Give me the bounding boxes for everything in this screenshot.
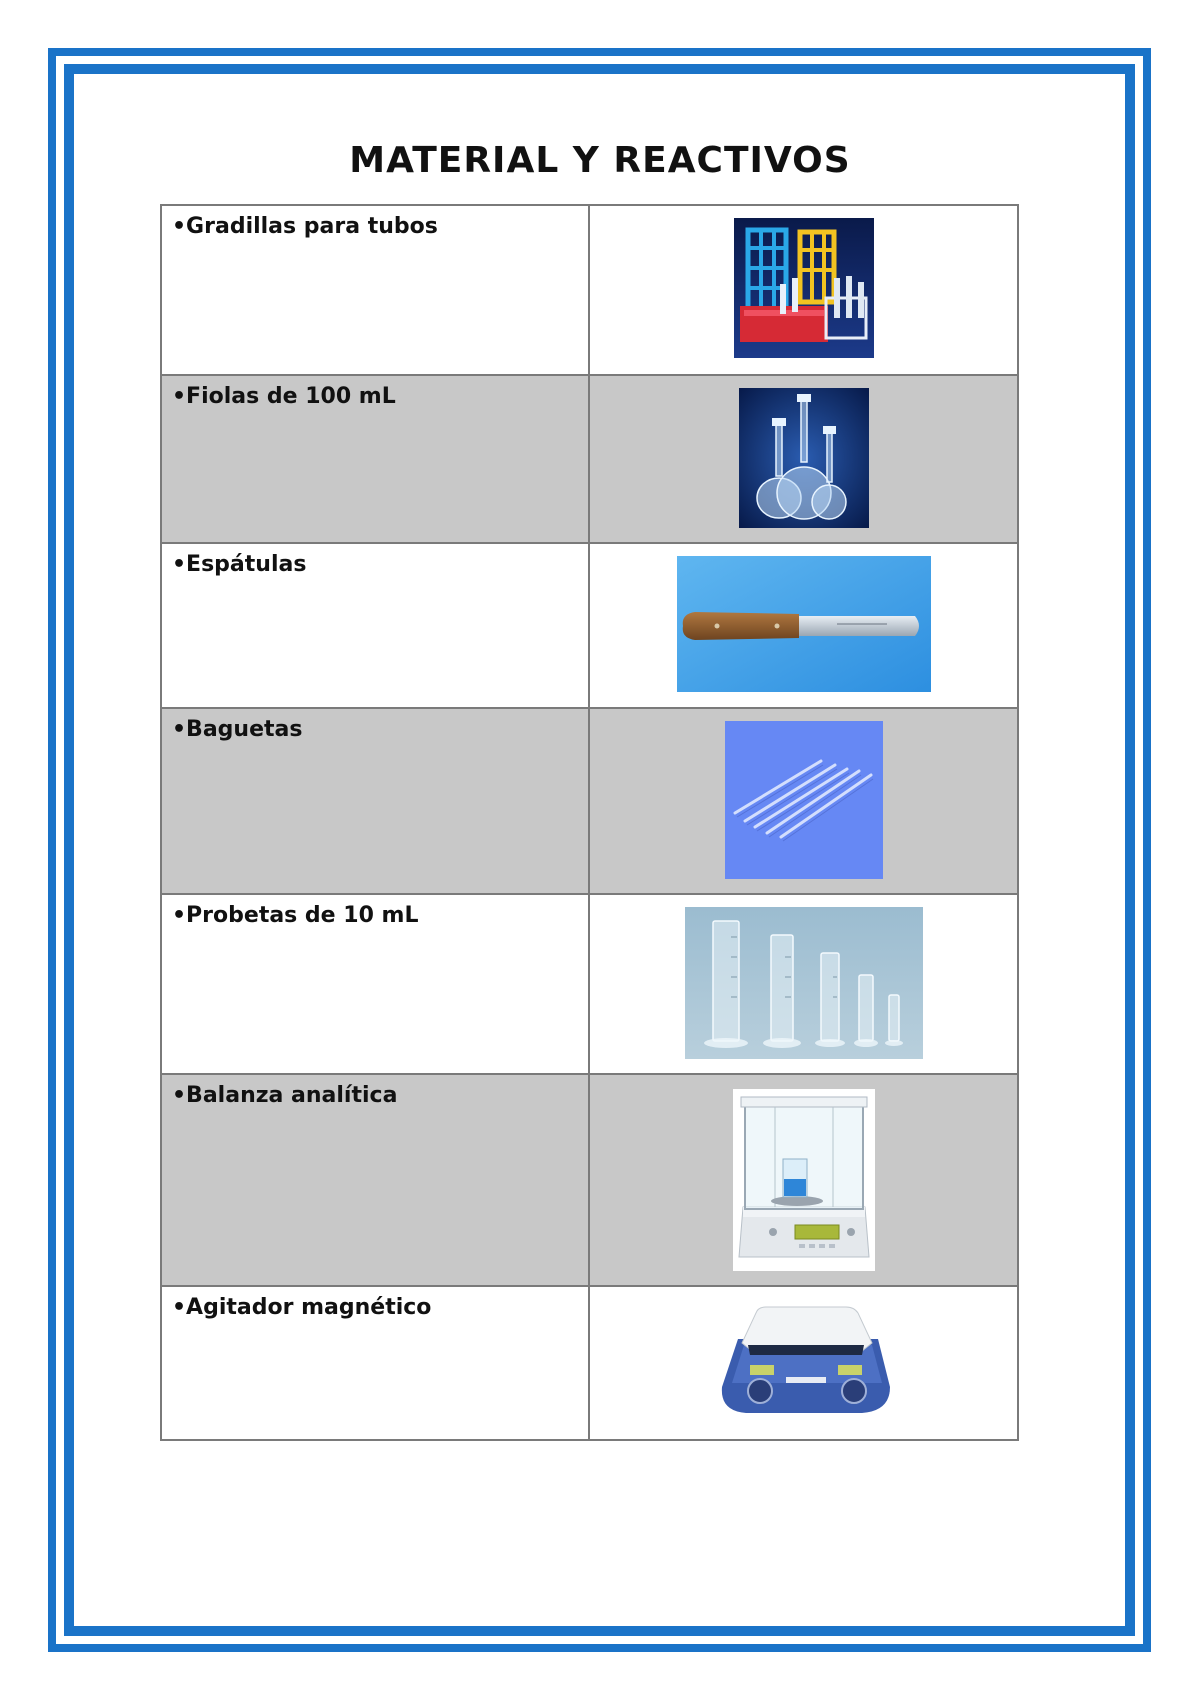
material-name: •Gradillas para tubos [161,205,589,375]
material-name: •Fiolas de 100 mL [161,375,589,543]
material-image-cell [589,375,1018,543]
table-row [161,1074,1018,1286]
material-name: •Baguetas [161,708,589,894]
material-image-cell [589,543,1018,708]
table-row [161,708,1018,894]
material-image-cell [589,894,1018,1074]
material-name: •Agitador magnético [161,1286,589,1440]
graduated-cylinder-icon [685,907,923,1059]
table-row [161,375,1018,543]
material-name: •Espátulas [161,543,589,708]
table-row [161,1286,1018,1440]
table-row [161,894,1018,1074]
material-image-cell [589,205,1018,375]
material-image-cell [589,1286,1018,1440]
table-row [161,205,1018,375]
volumetric-flask-icon [739,388,869,528]
magnetic-stirrer-icon [712,1299,896,1427]
page-title: MATERIAL Y REACTIVOS [349,140,851,181]
materials-table [160,204,1019,1441]
table-row [161,543,1018,708]
glass-rods-icon [725,721,883,879]
material-image-cell [589,708,1018,894]
analytical-balance-icon [733,1089,875,1271]
material-image-cell [589,1074,1018,1286]
material-name: •Balanza analítica [161,1074,589,1286]
test-tube-rack-icon [734,218,874,358]
spatula-icon [677,556,931,692]
material-name: •Probetas de 10 mL [161,894,589,1074]
